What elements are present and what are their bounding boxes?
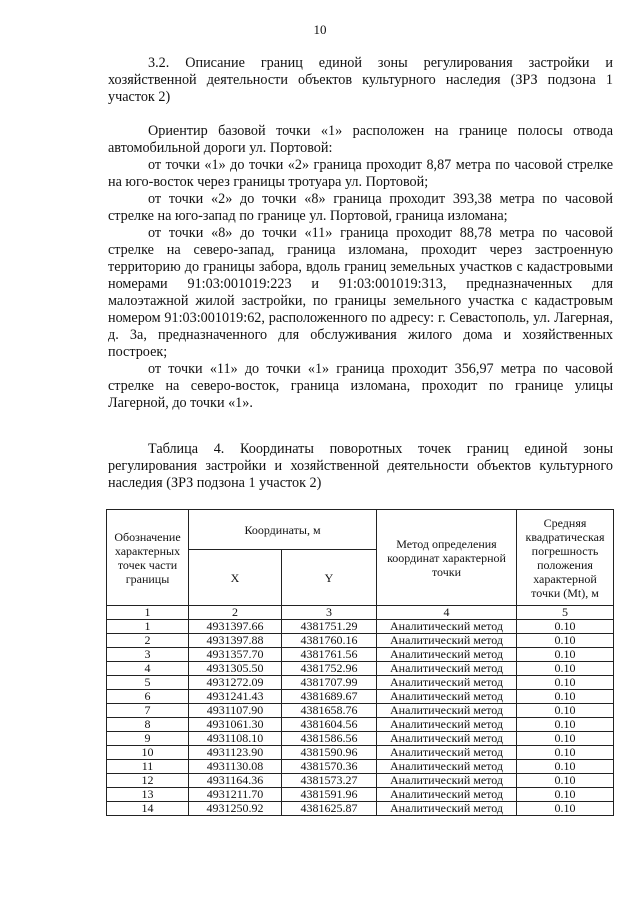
- x-coordinate-cell: 4931241.43: [189, 690, 282, 704]
- page-number: 10: [313, 22, 327, 37]
- error-cell: 0.10: [517, 620, 614, 634]
- x-coordinate-cell: 4931211.70: [189, 788, 282, 802]
- method-cell: Аналитический метод: [377, 648, 517, 662]
- table-row: [107, 690, 614, 704]
- table-row: [107, 718, 614, 732]
- point-number-cell: 1: [107, 620, 189, 634]
- method-cell: Аналитический метод: [377, 634, 517, 648]
- point-number-cell: 11: [107, 760, 189, 774]
- method-cell: Аналитический метод: [377, 718, 517, 732]
- y-coordinate-cell: 4381751.29: [282, 620, 377, 634]
- error-cell: 0.10: [517, 746, 614, 760]
- y-coordinate-cell: 4381590.96: [282, 746, 377, 760]
- point-number-cell: 5: [107, 676, 189, 690]
- table-row: [107, 732, 614, 746]
- error-cell: 0.10: [517, 788, 614, 802]
- method-cell: Аналитический метод: [377, 732, 517, 746]
- column-number: 3: [282, 606, 377, 620]
- column-number-row: [107, 606, 614, 620]
- method-cell: Аналитический метод: [377, 788, 517, 802]
- x-coordinate-cell: 4931107.90: [189, 704, 282, 718]
- table-row: [107, 634, 614, 648]
- method-cell: Аналитический метод: [377, 690, 517, 704]
- method-cell: Аналитический метод: [377, 774, 517, 788]
- x-coordinate-cell: 4931108.10: [189, 732, 282, 746]
- table-row: [107, 620, 614, 634]
- method-cell: Аналитический метод: [377, 802, 517, 816]
- method-cell: Аналитический метод: [377, 620, 517, 634]
- header-method: Метод определения координат характерной точки: [377, 510, 517, 606]
- column-number: 1: [107, 606, 189, 620]
- table-row: [107, 746, 614, 760]
- paragraph-base-point: Ориентир базовой точки «1» расположен на границе полосы отвода автомобильной дороги ул. Портовой:: [108, 123, 613, 156]
- point-number-cell: 3: [107, 648, 189, 662]
- y-coordinate-cell: 4381573.27: [282, 774, 377, 788]
- x-coordinate-cell: 4931357.70: [189, 648, 282, 662]
- point-number-cell: 13: [107, 788, 189, 802]
- coordinates-table: [106, 509, 614, 816]
- method-cell: Аналитический метод: [377, 704, 517, 718]
- paragraph-segment-1-2: от точки «1» до точки «2» граница проходит 8,87 метра по часовой стрелке на юго-восток через границы тротуара ул. Портовой;: [108, 157, 613, 190]
- paragraph-segment-8-11: от точки «8» до точки «11» граница проходит 88,78 метра по часовой стрелке на северо-запад, граница изломана, проходит через застроенную территорию до границы забора, вдоль границ земельных участков с кадастровыми номерами 91:03:001019:223 и 91:03:001019:313, предназначенных для малоэтажной жилой застройки, по границы земельного участка с кадастровым номером 91:03:001019:62, расположенного по адресу: г. Севастополь, ул. Лагерная, д. 3а, предназначенного для обслуживания жилого дома и хозяйственных построек;: [108, 225, 613, 360]
- error-cell: 0.10: [517, 718, 614, 732]
- y-coordinate-cell: 4381625.87: [282, 802, 377, 816]
- method-cell: Аналитический метод: [377, 662, 517, 676]
- method-cell: Аналитический метод: [377, 676, 517, 690]
- point-number-cell: 2: [107, 634, 189, 648]
- error-cell: 0.10: [517, 690, 614, 704]
- header-x: X: [189, 550, 282, 606]
- table-row: [107, 676, 614, 690]
- error-cell: 0.10: [517, 704, 614, 718]
- column-number: 4: [377, 606, 517, 620]
- y-coordinate-cell: 4381707.99: [282, 676, 377, 690]
- x-coordinate-cell: 4931397.88: [189, 634, 282, 648]
- error-cell: 0.10: [517, 760, 614, 774]
- y-coordinate-cell: 4381570.36: [282, 760, 377, 774]
- x-coordinate-cell: 4931305.50: [189, 662, 282, 676]
- point-number-cell: 10: [107, 746, 189, 760]
- section-heading: 3.2. Описание границ единой зоны регулирования застройки и хозяйственной деятельности объектов культурного наследия (ЗРЗ подзона 1 участок 2): [108, 55, 613, 105]
- error-cell: 0.10: [517, 662, 614, 676]
- table-row: [107, 648, 614, 662]
- header-coordinates: Координаты, м: [189, 510, 377, 550]
- paragraph-segment-11-1: от точки «11» до точки «1» граница проходит 356,97 метра по часовой стрелке на северо-восток, граница изломана, проходит по границе улицы Лагерной, до точки «1».: [108, 361, 613, 411]
- point-number-cell: 8: [107, 718, 189, 732]
- point-number-cell: 6: [107, 690, 189, 704]
- table-row: [107, 704, 614, 718]
- x-coordinate-cell: 4931397.66: [189, 620, 282, 634]
- table-row: [107, 760, 614, 774]
- header-error: Средняя квадратическая погрешность положения характерной точки (Mt), м: [517, 510, 614, 606]
- x-coordinate-cell: 4931250.92: [189, 802, 282, 816]
- table-row: [107, 774, 614, 788]
- error-cell: 0.10: [517, 732, 614, 746]
- point-number-cell: 9: [107, 732, 189, 746]
- header-designation: Обозначение характерных точек части границы: [107, 510, 189, 606]
- y-coordinate-cell: 4381591.96: [282, 788, 377, 802]
- x-coordinate-cell: 4931123.90: [189, 746, 282, 760]
- x-coordinate-cell: 4931272.09: [189, 676, 282, 690]
- x-coordinate-cell: 4931130.08: [189, 760, 282, 774]
- table-caption: Таблица 4. Координаты поворотных точек границ единой зоны регулирования застройки и хозяйственной деятельности объектов культурного наследия (ЗРЗ подзона 1 участок 2): [108, 441, 613, 491]
- error-cell: 0.10: [517, 774, 614, 788]
- column-number: 2: [189, 606, 282, 620]
- error-cell: 0.10: [517, 634, 614, 648]
- point-number-cell: 4: [107, 662, 189, 676]
- method-cell: Аналитический метод: [377, 746, 517, 760]
- x-coordinate-cell: 4931164.36: [189, 774, 282, 788]
- column-number: 5: [517, 606, 614, 620]
- table-row: [107, 788, 614, 802]
- header-y: Y: [282, 550, 377, 606]
- y-coordinate-cell: 4381752.96: [282, 662, 377, 676]
- point-number-cell: 14: [107, 802, 189, 816]
- y-coordinate-cell: 4381689.67: [282, 690, 377, 704]
- x-coordinate-cell: 4931061.30: [189, 718, 282, 732]
- paragraph-segment-2-8: от точки «2» до точки «8» граница проходит 393,38 метра по часовой стрелке на юго-запад по границе ул. Портовой, граница изломана;: [108, 191, 613, 224]
- table-row: [107, 802, 614, 816]
- error-cell: 0.10: [517, 676, 614, 690]
- table-row: [107, 662, 614, 676]
- method-cell: Аналитический метод: [377, 760, 517, 774]
- y-coordinate-cell: 4381658.76: [282, 704, 377, 718]
- point-number-cell: 12: [107, 774, 189, 788]
- point-number-cell: 7: [107, 704, 189, 718]
- error-cell: 0.10: [517, 648, 614, 662]
- y-coordinate-cell: 4381760.16: [282, 634, 377, 648]
- boundary-description-section: [108, 55, 613, 412]
- y-coordinate-cell: 4381761.56: [282, 648, 377, 662]
- y-coordinate-cell: 4381586.56: [282, 732, 377, 746]
- error-cell: 0.10: [517, 802, 614, 816]
- y-coordinate-cell: 4381604.56: [282, 718, 377, 732]
